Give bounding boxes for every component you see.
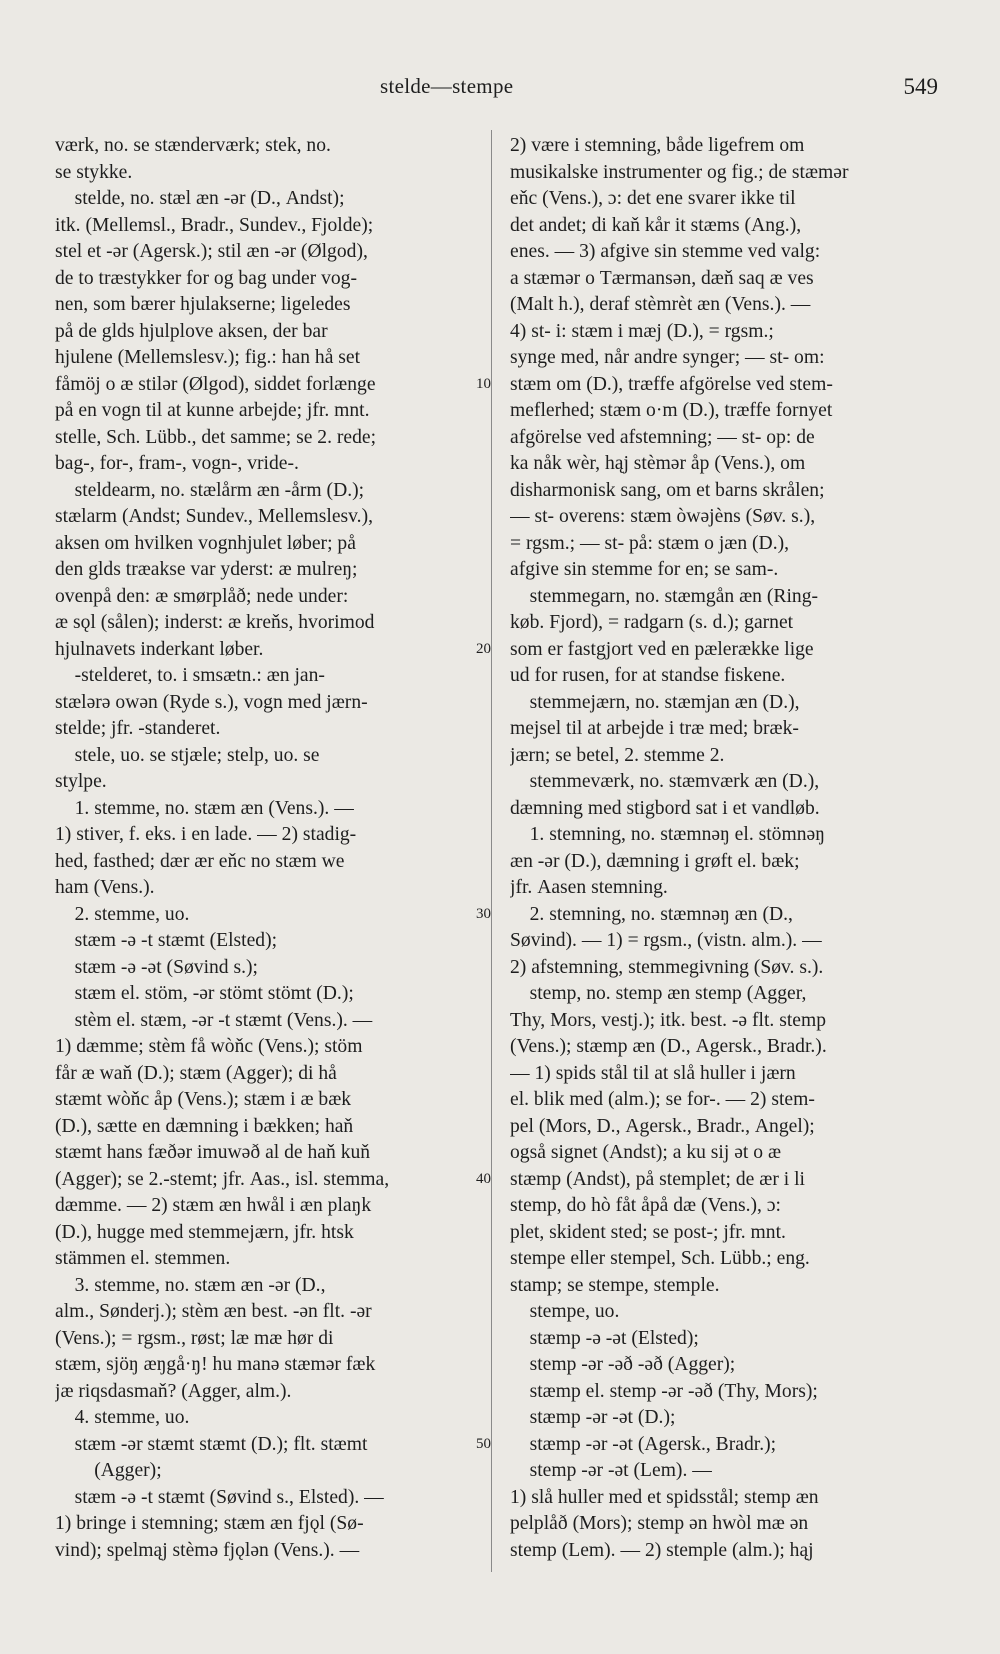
text-line: (D.), sætte en dæmning i bækken; haň — [55, 1115, 354, 1137]
text-line: pelplåð (Mors); stemp ən hwòl mæ ən — [510, 1513, 809, 1534]
text-line: 2. stemning, no. stæmnəŋ æn (D., — [510, 903, 793, 925]
line-number: 30 — [476, 905, 491, 922]
text-line: — st- overens: stæm òwəjèns (Søv. s.), — [510, 506, 816, 527]
text-line: stemmegarn, no. stæmgån æn (Ring- — [510, 585, 819, 607]
text-line: (Malt h.), deraf stèmrèt æn (Vens.). — — [510, 294, 811, 315]
text-line: værk, no. se stænderværk; stek, no. — [55, 135, 331, 156]
text-line: mejsel til at arbejde i træ med; bræk- — [510, 718, 799, 739]
text-line: stæmp (Andst), på stemplet; de ær i li — [510, 1168, 805, 1190]
text-line: jfr. Aasen stemning. — [510, 877, 668, 898]
text-line: stamp; se stempe, stemple. — [510, 1274, 720, 1296]
text-line: stælərə owən (Ryde s.), vogn med jærn- — [55, 691, 368, 713]
text-line: 3. stemme, no. stæm æn -ər (D., — [55, 1274, 326, 1296]
text-line: stæmp el. stemp -ər -əð (Thy, Mors); — [510, 1380, 818, 1402]
text-line: 1) dæmme; stèm få wòňc (Vens.); stöm — [55, 1036, 363, 1057]
text-line: (Agger); se 2.-stemt; jfr. Aas., isl. stemma, — [55, 1168, 390, 1190]
text-line: (Agger); — [55, 1460, 162, 1481]
text-line: stæm, sjöŋ æŋgå·ŋ! hu manə stæmər fæk — [55, 1354, 376, 1375]
text-line: også signet (Andst); a ku sij ət o æ — [510, 1142, 782, 1163]
text-line: aksen om hvilken vognhjulet løber; på — [55, 532, 356, 554]
text-line: æn -ər (D.), dæmning i grøft el. bæk; — [510, 850, 800, 872]
text-line: ud for rusen, for at standse fiskene. — [510, 665, 786, 686]
text-line: 2) være i stemning, både ligefrem om — [510, 135, 805, 156]
text-line: æ sǫl (sålen); inderst: æ kreňs, hvorimod — [55, 612, 375, 633]
line-number: 50 — [476, 1435, 491, 1452]
text-line: hed, fasthed; dær ær eňc no stæm we — [55, 850, 345, 872]
text-line: stæmt hans fæðər imuwəð al de haň kuň — [55, 1142, 371, 1163]
text-line: hjulene (Mellemslesv.); fig.: han hå set — [55, 347, 361, 368]
text-line: 1) slå huller med et spidsstål; stemp æn — [510, 1486, 819, 1508]
text-line: synge med, når andre synger; — st- om: — [510, 347, 825, 368]
text-line: — 1) spids stål til at slå huller i jærn — [510, 1062, 796, 1084]
text-line: a stæmər o Tærmansən, dæň saq æ ves — [510, 267, 814, 289]
text-line: stæmp -ər -ət (D.); — [510, 1407, 676, 1428]
text-line: Thy, Mors, vestj.); itk. best. -ə flt. stemp — [510, 1009, 826, 1031]
text-line: el. blik med (alm.); se for-. — 2) stem- — [510, 1089, 815, 1110]
column-divider — [491, 130, 492, 1572]
text-line: jæ riqsdasmaň? (Agger, alm.). — [55, 1380, 292, 1402]
text-line: ham (Vens.). — [55, 877, 155, 898]
text-line: Søvind). — 1) = rgsm., (vistn. alm.). — — [510, 930, 822, 951]
text-line: stæmp -ər -ət (Agersk., Bradr.); — [510, 1433, 777, 1455]
text-line: 1) stiver, f. eks. i en lade. — 2) stadig- — [55, 824, 357, 845]
text-line: se stykke. — [55, 161, 133, 183]
text-line: stempe eller stempel, Sch. Lübb.; eng. — [510, 1248, 810, 1269]
page-number: 549 — [903, 74, 938, 99]
text-line: 1) bringe i stemning; stæm æn fjǫl (Sø- — [55, 1513, 364, 1534]
text-line: (Vens.); stæmp æn (D., Agersk., Bradr.). — [510, 1036, 827, 1057]
text-line: stelle, Sch. Lübb., det samme; se 2. rede; — [55, 426, 377, 448]
text-line: eňc (Vens.), ɔ: det ene svarer ikke til — [510, 188, 796, 209]
line-number: 40 — [476, 1170, 491, 1187]
text-line: stele, uo. se stjæle; stelp, uo. se — [55, 744, 320, 766]
text-line: stælarm (Andst; Sundev., Mellemslesv.), — [55, 506, 374, 527]
text-line: på de glds hjulplove aksen, der bar — [55, 320, 328, 342]
text-line: afgörelse ved afstemning; — st- op: de — [510, 426, 815, 448]
text-line: ka nåk wèr, hąj stèmər åp (Vens.), om — [510, 453, 806, 474]
text-line: meflerhed; stæm o·m (D.), træffe fornyet — [510, 400, 833, 421]
text-line: = rgsm.; — st- på: stæm o jæn (D.), — [510, 532, 790, 554]
text-line: stèm el. stæm, -ər -t stæmt (Vens.). — — [55, 1009, 373, 1031]
text-line: den glds træakse var yderst: æ mulreŋ; — [55, 559, 358, 580]
text-line: fåmöj o æ stilər (Ølgod), siddet forlænge — [55, 373, 376, 395]
text-line: enes. — 3) afgive sin stemme ved valg: — [510, 241, 821, 262]
text-line: stemmeværk, no. stæmværk æn (D.), — [510, 771, 820, 792]
text-line: jærn; se betel, 2. stemme 2. — [510, 744, 725, 766]
text-line: stylpe. — [55, 771, 107, 792]
text-line: stæm -ə -t stæmt (Søvind s., Elsted). — — [55, 1486, 384, 1508]
text-line: på en vogn til at kunne arbejde; jfr. mnt. — [55, 400, 370, 421]
text-line: pel (Mors, D., Agersk., Bradr., Angel); — [510, 1115, 815, 1137]
text-line: stæm -ər stæmt stæmt (D.); flt. stæmt — [55, 1433, 368, 1455]
line-number: 10 — [476, 375, 491, 392]
running-head: stelde—stempe — [380, 74, 514, 98]
text-line: stæm om (D.), træffe afgörelse ved stem- — [510, 373, 833, 395]
right-column — [510, 133, 935, 1564]
text-line: 1. stemme, no. stæm æn (Vens.). — — [55, 797, 354, 819]
text-line: stelde, no. stæl æn -ər (D., Andst); — [55, 188, 345, 209]
text-line: (Vens.); = rgsm., røst; læ mæ hør di — [55, 1327, 334, 1349]
line-number: 20 — [476, 640, 491, 657]
text-line: 2) afstemning, stemmegivning (Søv. s.). — [510, 956, 824, 978]
text-line: vind); spelmąj stèmə fjǫlən (Vens.). — — [55, 1539, 360, 1561]
text-line: dæmme. — 2) stæm æn hwål i æn plaŋk — [55, 1195, 372, 1216]
page-header — [0, 74, 1000, 108]
text-line: stämmen el. stemmen. — [55, 1248, 231, 1269]
text-line: plet, skident sted; se post-; jfr. mnt. — [510, 1221, 786, 1243]
text-line: køb. Fjord), = radgarn (s. d.); garnet — [510, 612, 794, 633]
left-column — [55, 133, 473, 1564]
text-line: som er fastgjort ved en pælerække lige — [510, 638, 814, 660]
text-line: stemp -ər -əð -əð (Agger); — [510, 1354, 736, 1375]
text-line: 4. stemme, uo. — [55, 1407, 190, 1428]
text-line: stemp -ər -ət (Lem). — — [510, 1460, 712, 1481]
text-line: afgive sin stemme for en; se sam-. — [510, 559, 779, 580]
text-line: alm., Sønderj.); stèm æn best. -ən flt. -ər — [55, 1301, 372, 1322]
text-line: stæmp -ə -ət (Elsted); — [510, 1327, 699, 1349]
text-line: stel et -ər (Agersk.); stil æn -ər (Ølgod), — [55, 241, 368, 262]
text-line: 2. stemme, uo. — [55, 903, 190, 925]
text-line: stemp (Lem). — 2) stemple (alm.); hąj — [510, 1539, 814, 1561]
text-line: stæm el. stöm, -ər stömt stömt (D.); — [55, 983, 354, 1004]
text-line: stemmejærn, no. stæmjan æn (D.), — [510, 691, 800, 713]
text-line: (D.), hugge med stemmejærn, jfr. htsk — [55, 1221, 354, 1243]
text-line: nen, som bærer hjulakserne; ligeledes — [55, 294, 351, 315]
text-line: ovenpå den: æ smørplåð; nede under: — [55, 585, 349, 607]
text-line: hjulnavets inderkant løber. — [55, 638, 264, 660]
text-line: stelde; jfr. -standeret. — [55, 718, 221, 739]
text-line: 1. stemning, no. stæmnəŋ el. stömnəŋ — [510, 824, 825, 845]
text-line: får æ waň (D.); stæm (Agger); di hå — [55, 1062, 337, 1084]
text-line: stæm -ə -t stæmt (Elsted); — [55, 930, 278, 951]
text-line: itk. (Mellemsl., Bradr., Sundev., Fjolde); — [55, 214, 374, 236]
text-line: stemp, no. stemp æn stemp (Agger, — [510, 983, 807, 1004]
text-line: bag-, for-, fram-, vogn-, vride-. — [55, 453, 299, 474]
text-line: stempe, uo. — [510, 1301, 620, 1322]
text-line: musikalske instrumenter og fig.; de stæmər — [510, 161, 849, 183]
text-line: stemp, do hò fåt åpå dæ (Vens.), ɔ: — [510, 1195, 781, 1216]
text-line: dæmning med stigbord sat i et vandløb. — [510, 797, 820, 819]
text-line: steldearm, no. stælårm æn -årm (D.); — [55, 479, 365, 501]
text-line: det andet; di kaň kår it stæms (Ang.), — [510, 214, 802, 236]
text-line: stæmt wòňc åp (Vens.); stæm i æ bæk — [55, 1089, 352, 1110]
text-line: de to træstykker for og bag under vog- — [55, 267, 358, 289]
text-line: 4) st- i: stæm i mæj (D.), = rgsm.; — [510, 320, 774, 342]
text-line: disharmonisk sang, om et barns skrålen; — [510, 479, 825, 501]
text-line: -stelderet, to. i smsætn.: æn jan- — [55, 665, 325, 686]
text-line: stæm -ə -ət (Søvind s.); — [55, 956, 258, 978]
